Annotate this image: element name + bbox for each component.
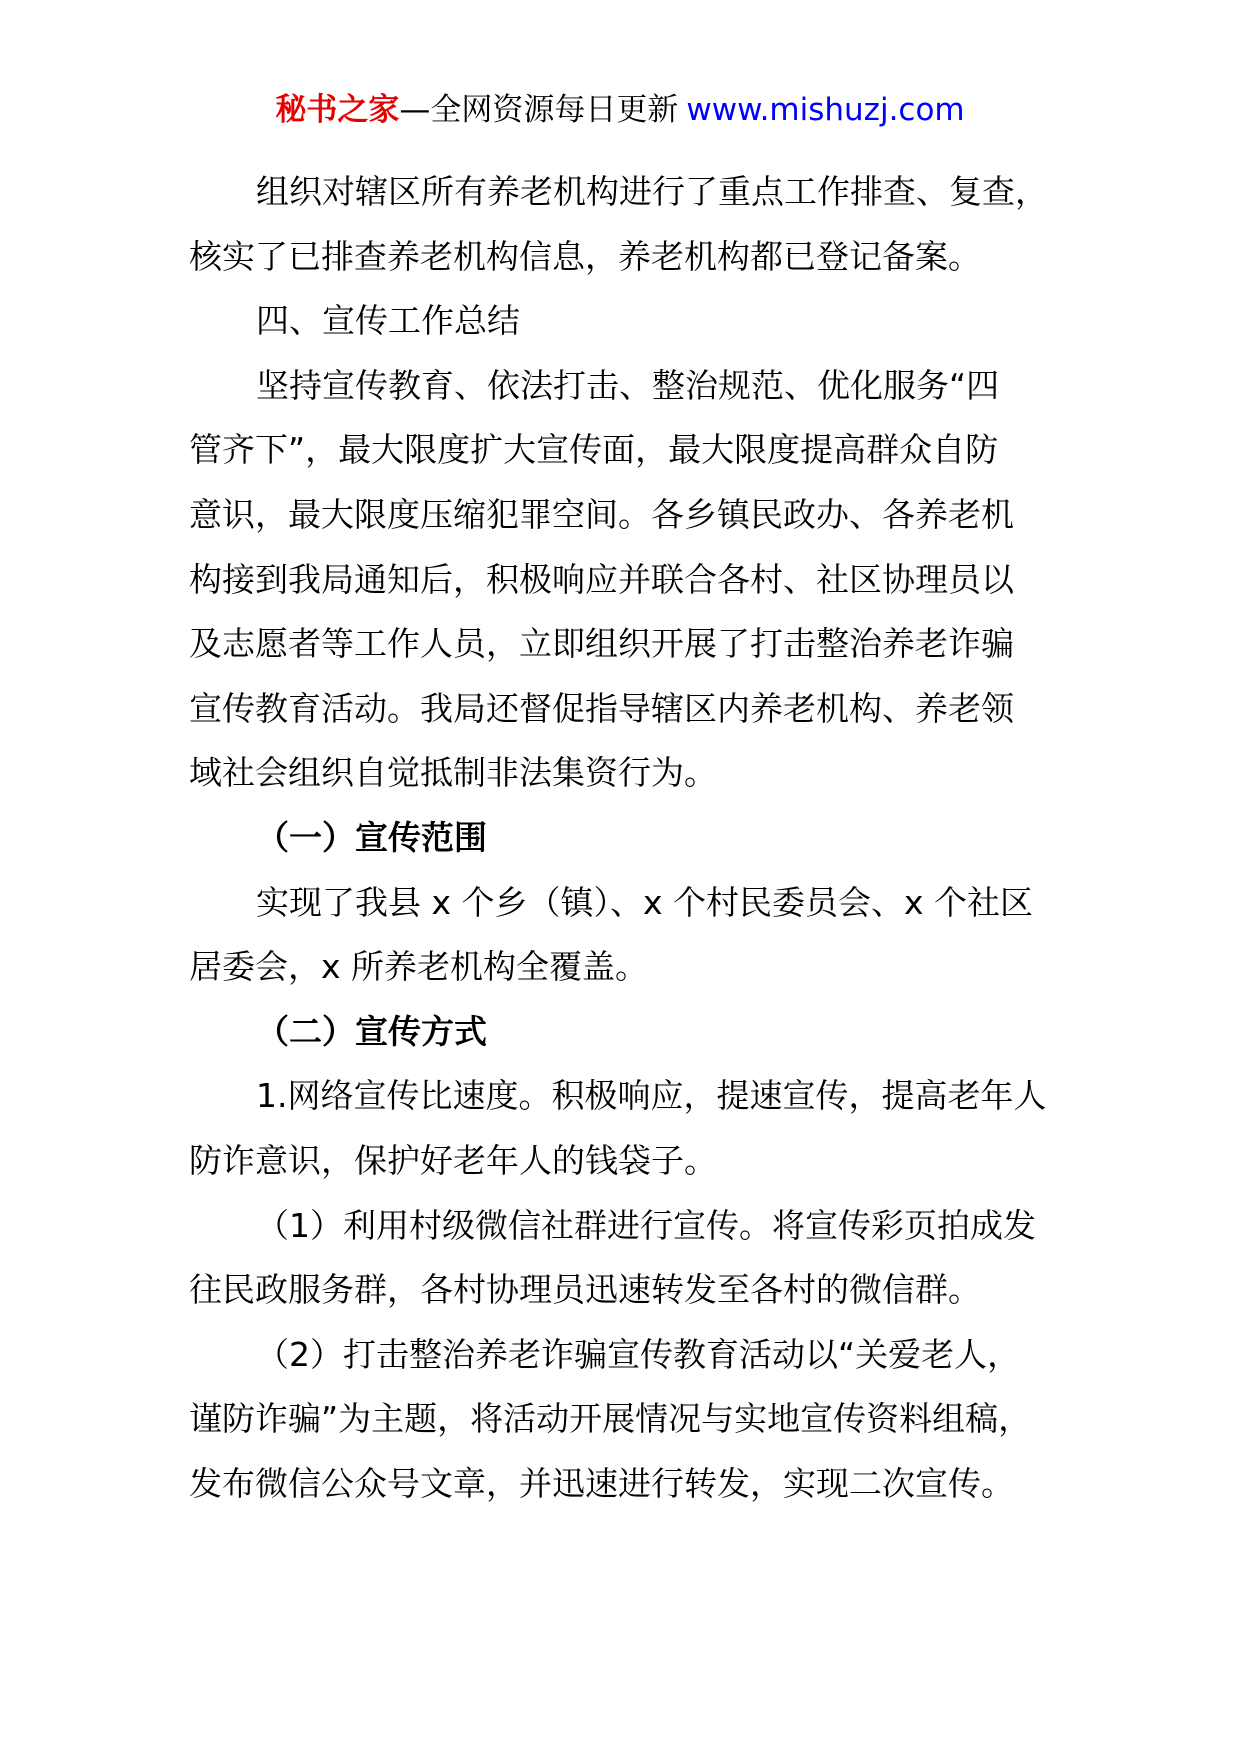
text-line: 防诈意识，保护好老年人的钱袋子。 bbox=[189, 1140, 717, 1180]
text-line: 宣传教育活动。我局还督促指导辖区内养老机构、养老领 bbox=[189, 688, 1014, 728]
text-line: 管齐下”，最大限度扩大宣传面，最大限度提高群众自防 bbox=[189, 430, 999, 470]
text-line: 坚持宣传教育、依法打击、整治规范、优化服务“四 bbox=[256, 365, 1000, 405]
paragraph bbox=[189, 1064, 1069, 1193]
paragraph bbox=[189, 871, 1069, 1000]
subheading-text: （二）宣传方式 bbox=[256, 1011, 487, 1051]
text-line: 实现了我县 x 个乡（镇）、x 个村民委员会、x 个社区 bbox=[256, 882, 1034, 922]
text-line: 发布微信公众号文章，并迅速进行转发，实现二次宣传。 bbox=[189, 1463, 1014, 1503]
subheading bbox=[189, 1000, 1069, 1065]
text-line: 往民政服务群，各村协理员迅速转发至各村的微信群。 bbox=[189, 1270, 981, 1310]
text-line: 及志愿者等工作人员，立即组织开展了打击整治养老诈骗 bbox=[189, 624, 1014, 664]
site-url-link[interactable]: www.mishuzj.com bbox=[686, 92, 965, 128]
subheading bbox=[189, 806, 1069, 871]
paragraph bbox=[189, 1323, 1069, 1517]
text-line: 居委会，x 所养老机构全覆盖。 bbox=[189, 947, 649, 987]
document-body bbox=[189, 160, 1069, 1516]
section-title bbox=[189, 289, 1069, 354]
text-line: （1）利用村级微信社群进行宣传。将宣传彩页拍成发 bbox=[256, 1205, 1036, 1245]
text-line: 1.网络宣传比速度。积极响应，提速宣传，提高老年人 bbox=[256, 1076, 1047, 1116]
text-line: 域社会组织自觉抵制非法集资行为。 bbox=[189, 753, 717, 793]
text-line: 核实了已排查养老机构信息，养老机构都已登记备案。 bbox=[189, 236, 981, 276]
site-brand: 秘书之家 bbox=[275, 92, 400, 128]
subheading-text: （一）宣传范围 bbox=[256, 817, 487, 857]
page-header bbox=[0, 88, 1240, 132]
text-line: 构接到我局通知后，积极响应并联合各村、社区协理员以 bbox=[189, 559, 1014, 599]
paragraph bbox=[189, 1194, 1069, 1323]
section-title-text: 四、宣传工作总结 bbox=[256, 301, 520, 341]
paragraph bbox=[189, 160, 1069, 289]
paragraph bbox=[189, 354, 1069, 806]
text-line: 组织对辖区所有养老机构进行了重点工作排查、复查， bbox=[256, 172, 1048, 211]
text-line: 意识，最大限度压缩犯罪空间。各乡镇民政办、各养老机 bbox=[189, 494, 1014, 534]
text-line: （2）打击整治养老诈骗宣传教育活动以“关爱老人， bbox=[256, 1334, 1021, 1374]
text-line: 谨防诈骗”为主题，将活动开展情况与实地宣传资料组稿， bbox=[189, 1399, 1032, 1439]
site-tagline: —全网资源每日更新 bbox=[399, 92, 679, 128]
